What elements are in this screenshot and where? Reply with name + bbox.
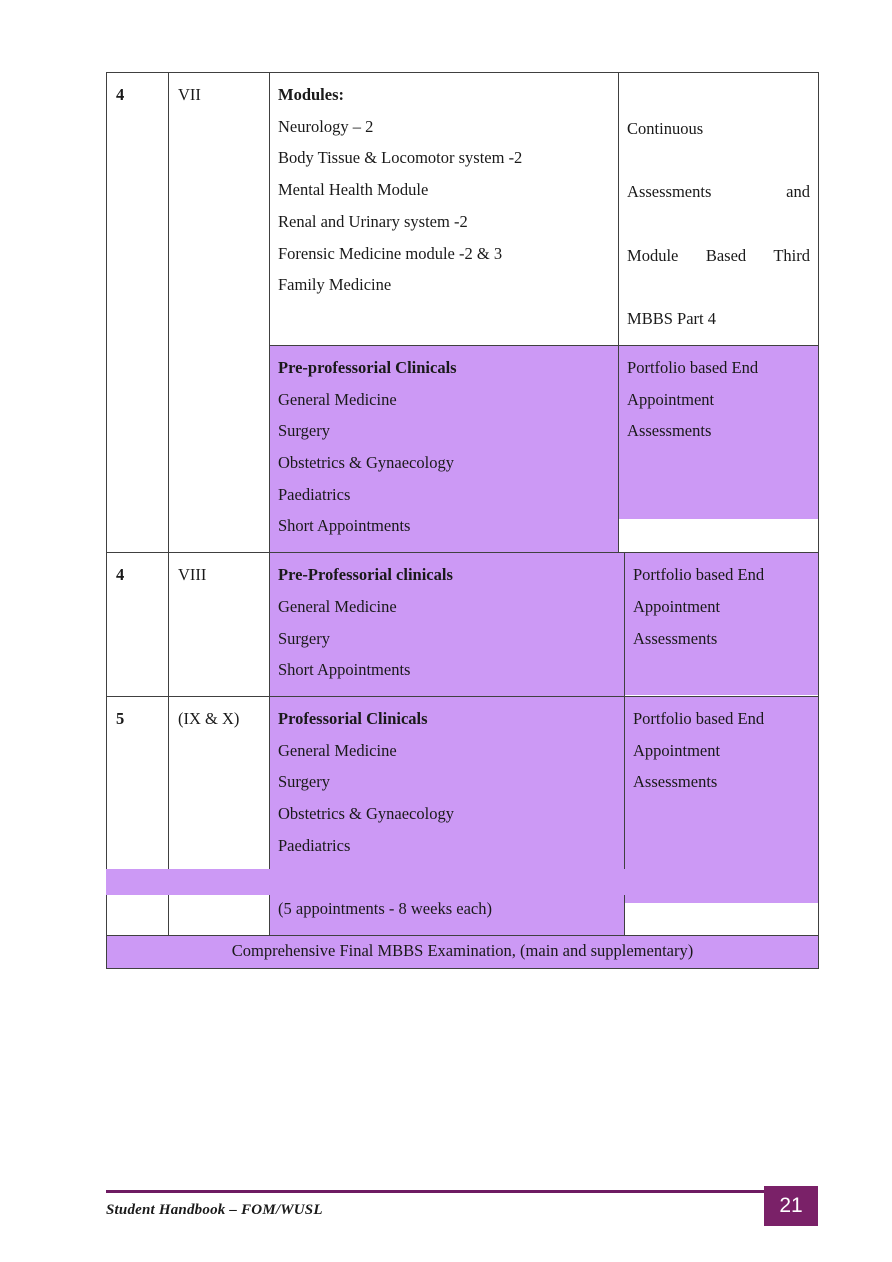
assessment-spacer [633, 654, 810, 685]
assessment-line: Assessments and [627, 182, 810, 202]
assessment-line: MBBS Part 4 [627, 309, 716, 329]
cell-year: 4 [107, 73, 169, 553]
modules-assessment-cell [619, 73, 818, 345]
block-item: Renal and Urinary system -2 [278, 211, 468, 231]
block-item: Surgery [278, 628, 330, 648]
cell-year: 4 [107, 553, 169, 697]
assessment-line: Portfolio based End [627, 357, 759, 377]
block-item: Surgery [278, 772, 330, 792]
block-item: Paediatrics [278, 835, 351, 855]
comprehensive-exam-label: Comprehensive Final MBBS Examination, (main and supplementary) [107, 935, 819, 968]
preprofessorial-assessment-cell [619, 345, 818, 552]
assessment-block [625, 553, 818, 695]
cell-content-group [270, 73, 819, 553]
preprofessorial-block [270, 346, 618, 552]
block-item: Forensic Medicine module -2 & 3 [278, 243, 503, 263]
assessment-line: Appointment [627, 389, 715, 409]
block-item: Family Medicine [278, 275, 392, 295]
page-number-badge: 21 [764, 1186, 818, 1226]
block-item: Paediatrics [278, 484, 351, 504]
block-item: Surgery [278, 421, 330, 441]
block-item: (5 appointments - 8 weeks each) [278, 899, 492, 919]
cell-semester: VIII [169, 553, 270, 697]
table-row-exam [107, 935, 819, 968]
block-heading: Modules: [278, 85, 344, 104]
block-heading: Pre-professorial Clinicals [278, 357, 457, 377]
block-item: General Medicine [278, 389, 397, 409]
assessment-line: Assessments [633, 628, 718, 648]
trailing-purple-band [106, 869, 816, 895]
curriculum-table [106, 72, 819, 969]
modules-description-cell [270, 73, 619, 345]
assessment-line: Assessments [633, 772, 718, 792]
table-row [107, 73, 819, 553]
assessment-block [619, 73, 818, 345]
cell-assessment [625, 553, 819, 697]
modules-block [270, 73, 618, 311]
professorial-block [270, 697, 624, 935]
cell-assessment [625, 696, 819, 935]
block-item: General Medicine [278, 596, 397, 616]
footer-label: Student Handbook – FOM/WUSL [106, 1202, 323, 1218]
preprofessorial-block [270, 553, 624, 696]
assessment-line: Continuous [627, 119, 704, 138]
table-row [107, 553, 819, 697]
table-row [107, 696, 819, 935]
assessment-line: Module Based Third [627, 245, 810, 265]
block-item: Neurology – 2 [278, 116, 374, 136]
block-heading: Professorial Clinicals [278, 708, 428, 728]
block-heading: Pre-Professorial clinicals [278, 565, 453, 585]
cell-description [270, 553, 625, 697]
content-block-modules [270, 73, 818, 345]
block-item: General Medicine [278, 740, 397, 760]
assessment-line: Appointment [633, 740, 721, 760]
content-block-preprofessorial [270, 345, 818, 552]
assessment-line: Portfolio based End [633, 565, 765, 585]
assessment-line: Portfolio based End [633, 708, 765, 728]
block-item: Short Appointments [278, 516, 411, 536]
cell-description [270, 696, 625, 935]
assessment-block [619, 346, 818, 519]
block-item: Obstetrics & Gynaecology [278, 453, 454, 473]
block-item: Obstetrics & Gynaecology [278, 804, 454, 824]
assessment-spacer [627, 447, 810, 509]
footer-rule [106, 1190, 818, 1193]
assessment-line: Assessments [627, 421, 712, 441]
cell-year: 5 [107, 696, 169, 935]
block-item: Short Appointments [278, 660, 411, 680]
cell-semester: VII [169, 73, 270, 553]
content-split-table [270, 73, 818, 552]
block-item: Body Tissue & Locomotor system -2 [278, 148, 523, 168]
assessment-line: Appointment [633, 596, 721, 616]
block-item: Mental Health Module [278, 180, 429, 200]
preprofessorial-description-cell [270, 345, 619, 552]
cell-semester: (IX & X) [169, 696, 270, 935]
